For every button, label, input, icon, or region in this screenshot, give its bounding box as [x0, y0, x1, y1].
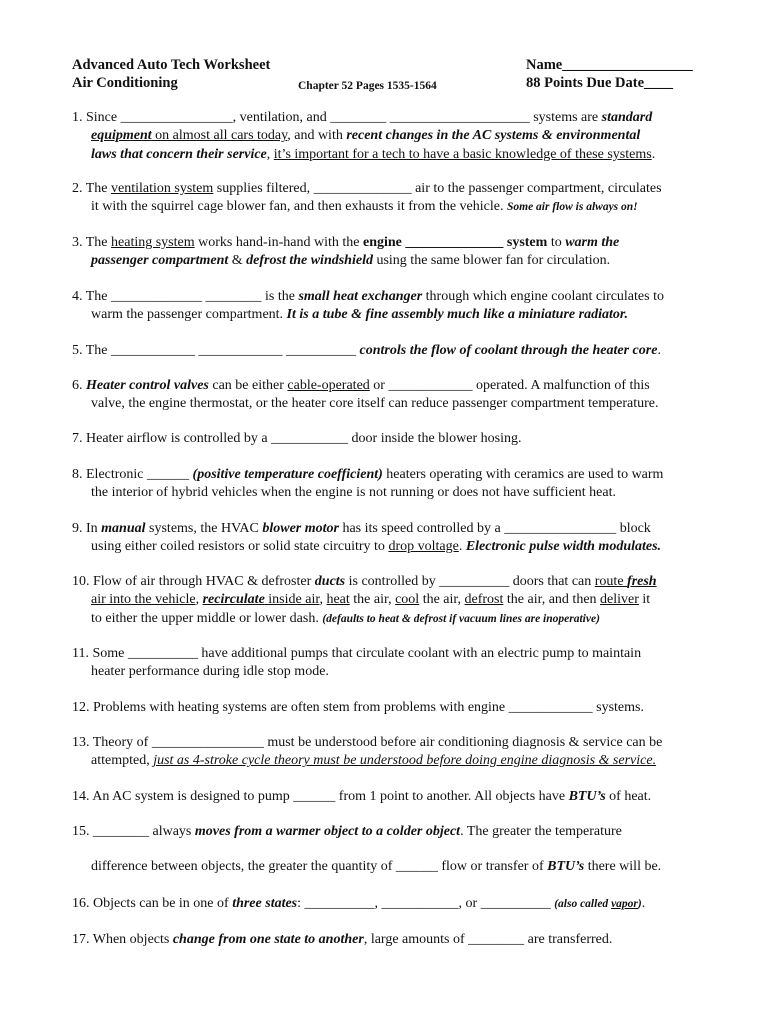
- question-text: 12. Problems with heating systems are often stem from problems with engine ____________ systems.: [72, 700, 644, 715]
- question-text: ,: [319, 592, 327, 608]
- question-line: [72, 306, 724, 324]
- question-text: it: [638, 592, 651, 608]
- emphasis-text: cool: [395, 592, 420, 608]
- emphasis-text: three states: [232, 896, 298, 911]
- question-text: through which engine coolant circulates to: [422, 289, 664, 304]
- question-line: [72, 395, 724, 413]
- emphasis-text: moves from a warmer object to a colder object: [194, 824, 461, 839]
- question-text: &: [228, 253, 247, 269]
- question-line: [72, 520, 724, 538]
- question-15: [72, 823, 724, 877]
- question-line: [72, 573, 724, 591]
- emphasis-text: It is a tube & fine assembly much like a miniature radiator.: [286, 307, 629, 323]
- emphasis-text: Heater control valves: [86, 378, 209, 393]
- question-line: [72, 752, 724, 770]
- question-text: : __________, ___________, or __________: [297, 896, 555, 911]
- question-text: there will be.: [584, 859, 662, 875]
- question-text: 13. Theory of ________________ must be understood before air conditioning diagnosis & service can be: [72, 735, 663, 750]
- emphasis-text: passenger compartment: [91, 253, 229, 269]
- question-text: it with the squirrel cage blower fan, and then exhausts it from the vehicle.: [91, 199, 507, 215]
- question-text: .: [641, 896, 646, 911]
- emphasis-text: blower motor: [262, 521, 339, 536]
- question-line: [72, 430, 724, 448]
- question-1: [72, 109, 724, 164]
- emphasis-text: inside air: [264, 592, 320, 608]
- emphasis-text: (also called: [554, 898, 612, 910]
- question-text: systems, the HVAC: [145, 521, 263, 536]
- emphasis-text: controls the flow of coolant through the heater core: [359, 343, 658, 358]
- question-line: [72, 858, 724, 876]
- question-line: [72, 252, 724, 270]
- emphasis-text: defrost the windshield: [246, 253, 373, 269]
- question-text: using either coiled resistors or solid state circuitry to: [91, 539, 389, 555]
- question-line: [72, 591, 724, 609]
- question-text: 3. The: [72, 235, 112, 250]
- question-line: [72, 895, 724, 913]
- question-line: [72, 484, 724, 502]
- question-text: to either the upper middle or lower dash.: [91, 610, 323, 626]
- question-3: [72, 234, 724, 271]
- question-text: . The greater the temperature: [460, 824, 622, 839]
- question-9: [72, 520, 724, 557]
- question-text: valve, the engine thermostat, or the heater core itself can reduce passenger compartment temperature.: [91, 396, 659, 412]
- emphasis-text: it’s important for a tech to have a basic knowledge of these systems: [273, 146, 652, 162]
- question-10: [72, 573, 724, 628]
- question-line: [72, 699, 724, 717]
- question-line: [72, 288, 724, 306]
- question-line: [72, 109, 724, 127]
- question-11: [72, 645, 724, 682]
- question-text: 7. Heater airflow is controlled by a ___________ door inside the blower hosing.: [72, 431, 522, 446]
- question-5: [72, 342, 724, 360]
- emphasis-text: on almost all cars today: [151, 128, 288, 144]
- question-text: attempted,: [91, 753, 154, 769]
- question-line: [72, 610, 724, 628]
- question-text: , and with: [287, 128, 347, 144]
- question-line: [72, 823, 724, 841]
- question-text: is controlled by __________ doors that can: [345, 574, 595, 589]
- question-text: 6.: [72, 378, 86, 393]
- question-text: .: [458, 539, 466, 555]
- question-7: [72, 430, 724, 448]
- question-text: difference between objects, the greater the quantity of ______ flow or transfer of: [91, 859, 548, 875]
- question-line: [72, 127, 724, 145]
- question-line: [72, 377, 724, 395]
- emphasis-text: BTU’s: [568, 789, 606, 804]
- emphasis-text: laws that concern their service: [91, 146, 267, 162]
- emphasis-text: just as 4-stroke cycle theory must be understood before doing engine diagnosis & service.: [153, 753, 657, 769]
- emphasis-text: ventilation system: [111, 181, 214, 196]
- question-line: [72, 734, 724, 752]
- emphasis-text: route: [594, 574, 628, 589]
- question-text: or ____________ operated. A malfunction of this: [369, 378, 650, 393]
- question-text: 15. ________ always: [72, 824, 195, 839]
- question-text: 10. Flow of air through HVAC & defroster: [72, 574, 315, 589]
- question-text: 4. The _____________ ________ is the: [72, 289, 299, 304]
- question-text: .: [657, 343, 661, 358]
- question-text: , large amounts of ________ are transferred.: [363, 932, 613, 947]
- question-8: [72, 466, 724, 503]
- question-text: can be either: [208, 378, 288, 393]
- question-2: [72, 180, 724, 217]
- question-line: [72, 788, 724, 806]
- emphasis-text: small heat exchanger: [298, 289, 423, 304]
- emphasis-text: change from one state to another: [172, 932, 364, 947]
- emphasis-text: standard: [601, 110, 653, 125]
- question-text: 5. The ____________ ____________ __________: [72, 343, 360, 358]
- question-text: the air,: [349, 592, 396, 608]
- emphasis-text: Some air flow is always on!: [506, 201, 638, 214]
- emphasis-text: ducts: [314, 574, 346, 589]
- emphasis-text: cable-operated: [287, 378, 370, 393]
- question-text: heater performance during idle stop mode.: [91, 664, 329, 680]
- emphasis-text: manual: [101, 521, 146, 536]
- question-14: [72, 788, 724, 806]
- question-line: [72, 931, 724, 949]
- question-text: supplies filtered, ______________ air to the passenger compartment, circulates: [213, 181, 662, 196]
- question-text: the air, and then: [503, 592, 601, 608]
- emphasis-text: (positive temperature coefficient): [192, 467, 383, 482]
- emphasis-text: Electronic pulse width modulates.: [465, 539, 662, 555]
- question-line: [72, 234, 724, 252]
- emphasis-text: BTU’s: [547, 859, 585, 875]
- question-text: 9. In: [72, 521, 102, 536]
- question-text: 16. Objects can be in one of: [72, 896, 233, 911]
- emphasis-text: air into the vehicle: [91, 592, 196, 608]
- question-text: the interior of hybrid vehicles when the engine is not running or does not have sufficient heat.: [91, 485, 616, 501]
- emphasis-text: heating system: [111, 235, 195, 250]
- question-line: [72, 663, 724, 681]
- emphasis-text: equipment: [91, 128, 152, 144]
- question-line: [72, 645, 724, 663]
- question-text: ,: [195, 592, 203, 608]
- question-4: [72, 288, 724, 325]
- question-text: using the same blower fan for circulation.: [372, 253, 611, 269]
- question-text: to: [547, 235, 566, 250]
- question-line: [72, 198, 724, 216]
- question-text: 17. When objects: [72, 932, 173, 947]
- emphasis-text: heat: [326, 592, 350, 608]
- question-text: the air,: [419, 592, 465, 608]
- question-17: [72, 931, 724, 949]
- emphasis-text: recirculate: [202, 592, 265, 608]
- emphasis-text: defrost: [464, 592, 504, 608]
- question-text: 2. The: [72, 181, 112, 196]
- emphasis-text: (defaults to heat & defrost if vacuum lines are inoperative): [322, 612, 600, 625]
- question-text: 1. Since ________________, ventilation, and ________ ____________________ systems are: [72, 110, 602, 125]
- question-line: [72, 538, 724, 556]
- name-field-line: Name__________________: [526, 57, 693, 73]
- emphasis-text: warm the: [565, 235, 620, 250]
- points-due-date: 88 Points Due Date____: [526, 75, 674, 91]
- question-text: warm the passenger compartment.: [91, 307, 287, 323]
- question-text: ,: [266, 146, 274, 162]
- question-text: works hand-in-hand with the: [194, 235, 363, 250]
- question-line: [72, 466, 724, 484]
- question-text: 8. Electronic ______: [72, 467, 193, 482]
- emphasis-text: recent changes in the AC systems & environmental: [346, 128, 641, 144]
- emphasis-text: deliver: [600, 592, 639, 608]
- question-line: [72, 180, 724, 198]
- question-text: 11. Some __________ have additional pumps that circulate coolant with an electric pump to maintain: [72, 646, 642, 661]
- emphasis-text: ): [637, 898, 642, 910]
- emphasis-text: vapor: [611, 898, 638, 910]
- question-text: has its speed controlled by a ________________ block: [338, 521, 651, 536]
- question-text: .: [651, 146, 656, 162]
- question-text: 14. An AC system is designed to pump ______ from 1 point to another. All objects have: [72, 789, 569, 804]
- question-13: [72, 734, 724, 771]
- question-line: [72, 146, 724, 164]
- emphasis-text: engine ______________ system: [362, 235, 548, 250]
- question-12: [72, 699, 724, 717]
- question-text: of heat.: [605, 789, 652, 804]
- chapter-pages: Chapter 52 Pages 1535-1564: [298, 80, 437, 92]
- emphasis-text: drop voltage: [388, 539, 459, 555]
- emphasis-text: fresh: [627, 574, 657, 589]
- worksheet-title: Advanced Auto Tech Worksheet: [72, 57, 271, 73]
- question-16: [72, 895, 724, 913]
- question-line: [72, 342, 724, 360]
- worksheet-subject: Air Conditioning: [72, 75, 178, 91]
- question-6: [72, 377, 724, 414]
- question-text: heaters operating with ceramics are used to warm: [382, 467, 664, 482]
